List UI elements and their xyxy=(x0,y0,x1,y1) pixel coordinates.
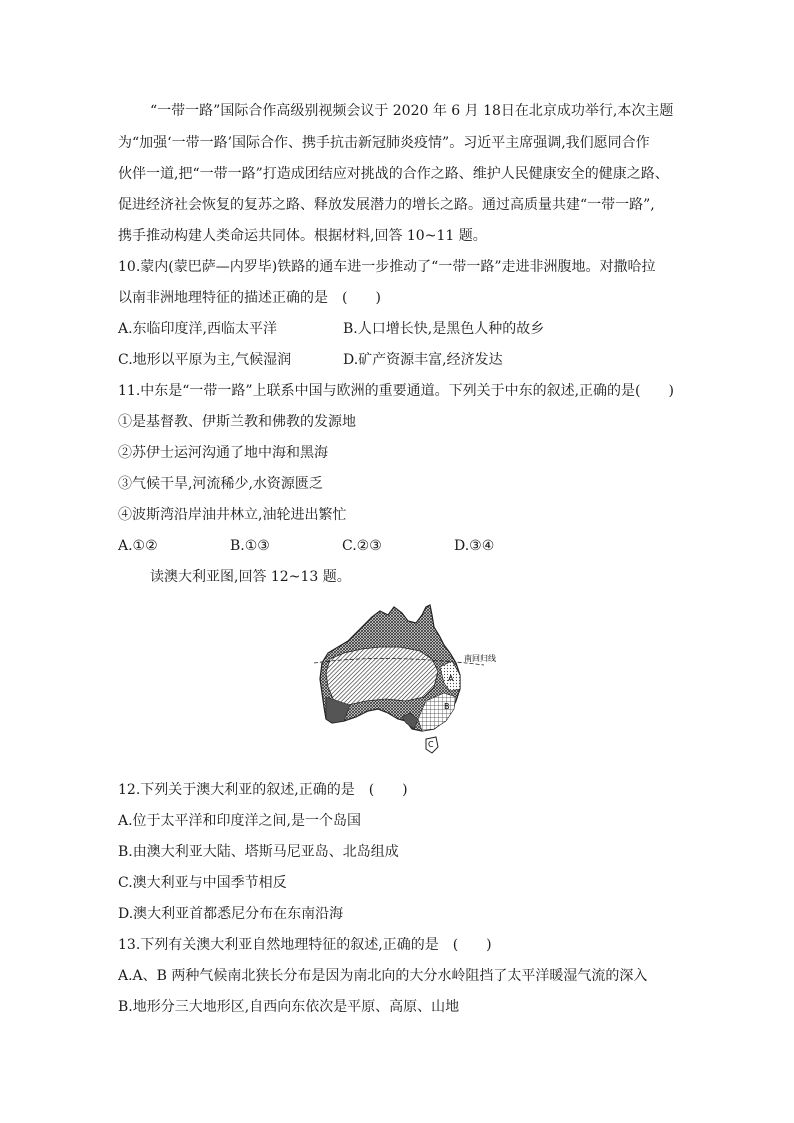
australia-map xyxy=(314,601,504,767)
zone-label-b: B xyxy=(444,701,450,711)
q10-option-b[interactable]: B.人口增长快,是黑色人种的故乡 xyxy=(343,320,545,337)
intro-line-3: 伙伴一道,把“一带一路”打造成团结应对挑战的合作之路、维护人民健康安全的健康之路、 xyxy=(118,165,669,182)
q12-option-a[interactable]: A.位于太平洋和印度洋之间,是一个岛国 xyxy=(118,812,362,829)
q11-options xyxy=(118,531,688,562)
q10-option-d[interactable]: D.矿产资源丰富,经济发达 xyxy=(343,351,503,368)
q10-stem-line-1: 10.蒙内(蒙巴萨—内罗毕)铁路的通车进一步推动了“一带一路”走进非洲腹地。对撒哈拉 xyxy=(118,258,656,275)
australia-map-figure xyxy=(118,601,688,769)
q10-stem-line-2: 以南非洲地理特征的描述正确的是 ( ) xyxy=(118,289,381,306)
intro-line-2: 为“加强‘一带一路’国际合作、携手抗击新冠肺炎疫情”。习近平主席强调,我们愿同合作 xyxy=(118,134,650,151)
q13-stem: 13.下列有关澳大利亚自然地理特征的叙述,正确的是 ( ) xyxy=(118,936,492,953)
q13-option-a[interactable]: A.A、B 两种气候南北狭长分布是因为南北向的大分水岭阻挡了太平洋暖湿气流的深入 xyxy=(118,967,648,984)
q12-stem: 12.下列关于澳大利亚的叙述,正确的是 ( ) xyxy=(118,781,408,798)
q11-item-3: ③气候干旱,河流稀少,水资源匮乏 xyxy=(118,475,323,492)
zone-label-a: A xyxy=(448,673,454,683)
intro-line-4: 促进经济社会恢复的复苏之路、释放发展潜力的增长之路。通过高质量共建“一带一路”, xyxy=(118,196,655,213)
zone-label-c: C xyxy=(428,739,434,749)
q12-option-c[interactable]: C.澳大利亚与中国季节相反 xyxy=(118,874,287,891)
q11-item-2: ②苏伊士运河沟通了地中海和黑海 xyxy=(118,444,328,461)
intro-passage xyxy=(118,96,688,252)
q11-option-b[interactable]: B.①③ xyxy=(230,537,270,554)
desert-zone xyxy=(326,647,438,705)
q10-options-row-1 xyxy=(118,314,688,345)
q12-option-b[interactable]: B.由澳大利亚大陆、塔斯马尼亚岛、北岛组成 xyxy=(118,843,399,860)
q11-item-1: ①是基督教、伊斯兰教和佛教的发源地 xyxy=(118,413,356,430)
map-intro: 读澳大利亚图,回答 12~13 题。 xyxy=(150,568,351,585)
q11-stem: 11.中东是“一带一路”上联系中国与欧洲的重要通道。下列关于中东的叙述,正确的是( ) xyxy=(118,382,674,399)
exam-page xyxy=(118,96,688,1023)
q11-item-4: ④波斯湾沿岸油井林立,油轮进出繁忙 xyxy=(118,506,347,523)
intro-line-5: 携手推动构建人类命运共同体。根据材料,回答 10~11 题。 xyxy=(118,227,487,244)
q11-option-a[interactable]: A.①② xyxy=(118,537,158,554)
tropic-label: 南回归线 xyxy=(464,653,496,663)
q11-option-c[interactable]: C.②③ xyxy=(342,537,382,554)
question-11 xyxy=(118,376,688,562)
q10-options-row-2 xyxy=(118,345,688,376)
question-12 xyxy=(118,775,688,930)
q11-option-d[interactable]: D.③④ xyxy=(454,537,495,554)
q10-option-c[interactable]: C.地形以平原为主,气候湿润 xyxy=(118,351,292,368)
q13-option-b[interactable]: B.地形分三大地形区,自西向东依次是平原、高原、山地 xyxy=(118,998,460,1015)
question-10 xyxy=(118,252,688,376)
q12-option-d[interactable]: D.澳大利亚首都悉尼分布在东南沿海 xyxy=(118,905,344,922)
intro-line-1: “一带一路”国际合作高级别视频会议于 2020 年 6 月 18日在北京成功举行,本次主题 xyxy=(150,103,674,119)
q10-option-a[interactable]: A.东临印度洋,西临太平洋 xyxy=(118,320,278,337)
question-13 xyxy=(118,930,688,1023)
